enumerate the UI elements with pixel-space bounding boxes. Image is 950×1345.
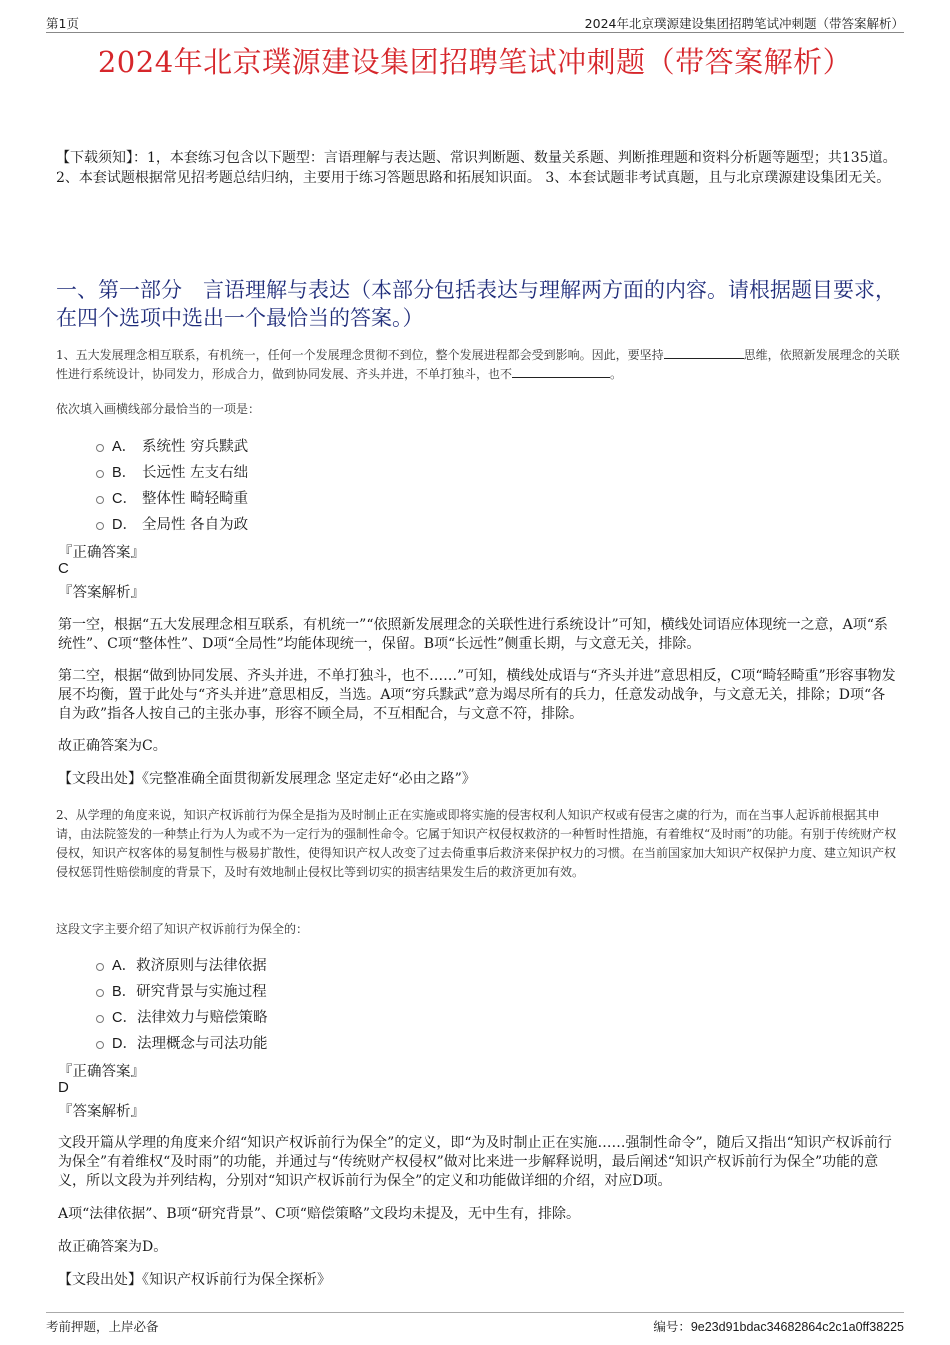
- analysis-label: 『答案解析』: [58, 1104, 145, 1120]
- answer-label: 『正确答案』: [58, 1064, 145, 1080]
- document-code: 编号：9e23d91bdac34682864c2c1a0ff38225: [653, 1319, 904, 1334]
- answer-value: D: [58, 1079, 69, 1096]
- radio-icon[interactable]: [96, 963, 104, 971]
- page-title: 2024年北京璞源建设集团招聘笔试冲刺题（带答案解析）: [97, 45, 853, 79]
- page-header: [46, 12, 904, 33]
- source-citation: 【文段出处】《完整准确全面贯彻新发展理念 坚定走好“必由之路”》: [58, 771, 476, 787]
- analysis-paragraph: 文段开篇从学理的角度来介绍“知识产权诉前行为保全”的定义，即“为及时制止正在实施……强制性命令”，随后又指出“知识产权诉前行为保全”有着维权“及时雨”的功能，并通过与“传统财产权侵权”做对比来进一步解释说明，最后阐述“知识产权诉前行为保全”功能的意义，所以文段为并列结构，分别对“知识产权诉前行为保全”的定义和功能做详细的介绍，对应D项。: [58, 1135, 892, 1189]
- question-2-options: [96, 951, 267, 1055]
- analysis-paragraph: 第一空，根据“五大发展理念相互联系，有机统一”“依照新发展理念的关联性进行系统设计”可知，横线处词语应体现统一之意，A项“系统性”、C项“整体性”、D项“全局性”均能体现统一，保留。B项“长远性”侧重长期，与文意无关，排除。: [58, 617, 888, 652]
- radio-icon[interactable]: [96, 1015, 104, 1023]
- radio-icon[interactable]: [96, 496, 104, 504]
- analysis-conclusion: 故正确答案为C。: [58, 738, 167, 754]
- footer-slogan: 考前押题，上岸必备: [46, 1319, 159, 1334]
- analysis-paragraph: 第二空，根据“做到协同发展、齐头并进，不单打独斗，也不……”可知，横线处成语与“齐头并进”意思相反，C项“畸轻畸重”形容事物发展不均衡，置于此处与“齐头并进”意思相反，当选。A项“穷兵黩武”意为竭尽所有的兵力，任意发动战争，与文意无关，排除；D项“各自为政”指各人按自己的主张办事，形容不顾全局，不互相配合，与文意不符，排除。: [58, 668, 896, 722]
- blank-2: [512, 365, 610, 378]
- analysis-label: 『答案解析』: [58, 585, 145, 601]
- analysis-paragraph: A项“法律依据”、B项“研究背景”、C项“赔偿策略”文段均未提及，无中生有，排除。: [58, 1206, 581, 1222]
- page-footer: [46, 1312, 904, 1335]
- section-title: 一、第一部分 言语理解与表达（本部分包括表达与理解两方面的内容。请根据题目要求，在四个选项中选出一个最恰当的答案。）: [56, 278, 896, 330]
- answer-value: C: [58, 560, 69, 577]
- source-citation: 【文段出处】《知识产权诉前行为保全探析》: [58, 1272, 331, 1288]
- option-b[interactable]: B． 长远性 左支右绌: [96, 458, 248, 484]
- question-1-prompt: 依次填入画横线部分最恰当的一项是：: [56, 402, 261, 416]
- question-1-options: [96, 432, 248, 536]
- radio-icon[interactable]: [96, 444, 104, 452]
- blank-1: [664, 346, 744, 359]
- radio-icon[interactable]: [96, 522, 104, 530]
- radio-icon[interactable]: [96, 1041, 104, 1049]
- radio-icon[interactable]: [96, 989, 104, 997]
- question-2-text: 2、从学理的角度来说，知识产权诉前行为保全是指为及时制止正在实施或即将实施的侵害权利人知识产权或有侵害之虞的行为，而在当事人起诉前根据其申请，由法院签发的一种禁止行为人为或不为一定行为的强制性命令。它属于知识产权侵权救济的一种暂时性措施，有着维权“及时雨”的功能。有别于传统财产权侵权，知识产权客体的易复制性与极易扩散性，使得知识产权人改变了过去倚重事后救济来保护权力的习惯。在当前国家加大知识产权保护力度、建立知识产权侵权惩罚性赔偿制度的背景下，及时有效地制止侵权比等到切实的损害结果发生后的救济更加有效。: [56, 808, 897, 879]
- answer-label: 『正确答案』: [58, 545, 145, 561]
- option-b[interactable]: B． 研究背景与实施过程: [96, 977, 267, 1003]
- page-number: 第1页: [46, 16, 79, 31]
- question-1-text: 1、五大发展理念相互联系，有机统一，任何一个发展理念贯彻不到位，整个发展进程都会受到影响。因此，要坚持 思维，依照新发展理念的关联性进行系统设计，协同发力，形成合力，做到协同发展、齐头并进，不单打独斗，也不 。: [56, 348, 900, 381]
- question-2-prompt: 这段文字主要介绍了知识产权诉前行为保全的：: [56, 922, 309, 936]
- option-c[interactable]: C． 法律效力与赔偿策略: [96, 1003, 267, 1029]
- download-notice: 【下载须知】：1，本套练习包含以下题型：言语理解与表达题、常识判断题、数量关系题、判断推理题和资料分析题等题型；共135道。 2、本套试题根据常见招考题总结归纳，主要用于练习答题思路和拓展知识面。 3、本套试题非考试真题，且与北京璞源建设集团无关。: [56, 150, 897, 186]
- option-d[interactable]: D． 全局性 各自为政: [96, 510, 248, 536]
- analysis-conclusion: 故正确答案为D。: [58, 1239, 168, 1255]
- radio-icon[interactable]: [96, 470, 104, 478]
- option-a[interactable]: A． 系统性 穷兵黩武: [96, 432, 248, 458]
- option-a[interactable]: A． 救济原则与法律依据: [96, 951, 267, 977]
- header-doc-title: 2024年北京璞源建设集团招聘笔试冲刺题（带答案解析）: [584, 16, 904, 31]
- option-c[interactable]: C． 整体性 畸轻畸重: [96, 484, 248, 510]
- option-d[interactable]: D． 法理概念与司法功能: [96, 1029, 267, 1055]
